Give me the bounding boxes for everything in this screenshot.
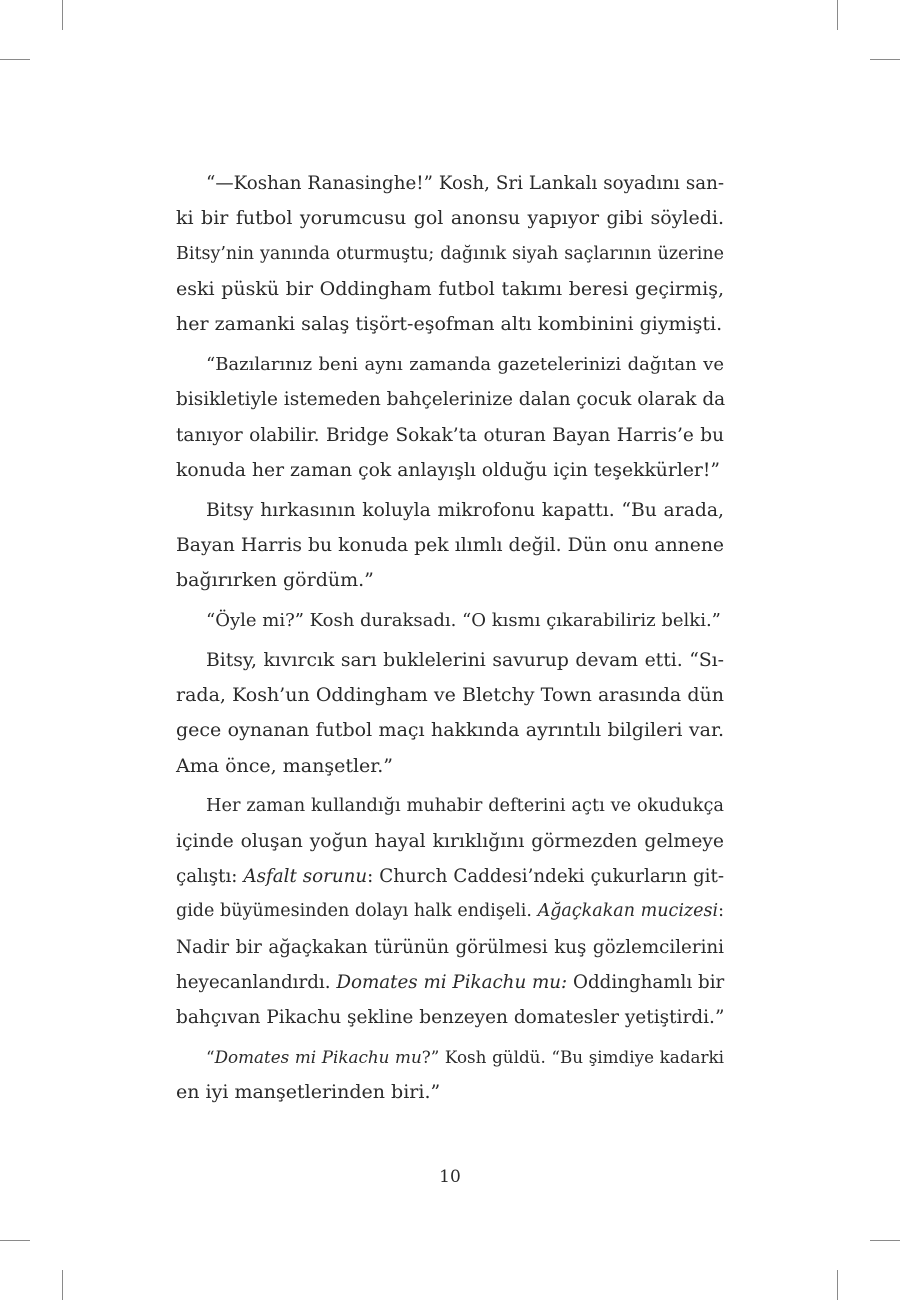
text-run: eski püskü bir Oddingham futbol takımı beresi geçirmiş, <box>176 277 724 300</box>
paragraph <box>176 789 724 1036</box>
text-run: “Bazılarınız beni aynı zamanda gazetelerinizi dağıtan ve <box>206 353 724 375</box>
italic-headline: Asfalt sorunu <box>243 866 368 888</box>
crop-mark-top-left <box>62 0 63 30</box>
text-line <box>176 713 724 748</box>
paragraph <box>176 603 724 638</box>
text-run: ?” Kosh güldü. “Bu şimdiye kadarki <box>421 1047 724 1068</box>
text-run: içinde oluşan yoğun hayal kırıklığını görmezden gelmeye <box>176 830 724 852</box>
text-line <box>176 789 724 824</box>
text-line <box>176 307 724 342</box>
text-line <box>176 1075 724 1110</box>
paragraph <box>176 166 724 342</box>
text-run: en iyi manşetlerinden biri.” <box>176 1081 441 1104</box>
text-line <box>176 930 724 965</box>
text-line <box>176 894 724 929</box>
crop-mark-right-bottom <box>870 1240 900 1241</box>
text-line <box>176 201 724 236</box>
text-line <box>176 493 724 528</box>
text-run: Oddinghamlı bir <box>567 972 725 994</box>
text-run: : <box>718 901 724 922</box>
text-line <box>176 166 724 201</box>
paragraph <box>176 643 724 784</box>
text-line <box>176 965 724 1000</box>
text-line <box>176 678 724 713</box>
italic-headline: Domates mi Pikachu mu <box>214 1047 422 1068</box>
text-run: heyecanlandırdı. <box>176 972 337 994</box>
text-run: : Church Caddesi’ndeki çukurların git- <box>367 866 725 888</box>
text-run: Bitsy’nin yanında oturmuştu; dağınık siyah saçlarının üzerine <box>176 243 724 264</box>
text-run: Bayan Harris bu konuda pek ılımlı değil. Dün onu annene <box>176 534 724 556</box>
crop-mark-bottom-right <box>837 1270 838 1300</box>
crop-mark-left-bottom <box>0 1240 30 1241</box>
text-line <box>176 382 724 417</box>
text-line <box>176 643 724 678</box>
text-run: Bitsy, kıvırcık sarı buklelerini savurup devam etti. “Sı- <box>206 649 724 671</box>
crop-mark-left-top <box>0 59 30 60</box>
text-run: her zamanki salaş tişört-eşofman altı kombinini giymişti. <box>176 313 723 336</box>
text-run: çalıştı: <box>176 866 244 888</box>
paragraph <box>176 493 724 599</box>
text-run: bağırırken gördüm.” <box>176 569 374 592</box>
body-text <box>176 166 724 1115</box>
crop-mark-bottom-left <box>62 1270 63 1300</box>
text-line <box>176 563 724 598</box>
text-line <box>176 237 724 272</box>
text-line <box>176 453 724 488</box>
text-line <box>176 1040 724 1075</box>
crop-mark-top-right <box>837 0 838 30</box>
text-run: rada, Kosh’un Oddingham ve Bletchy Town arasında dün <box>176 684 724 707</box>
paragraph <box>176 347 724 488</box>
paragraph <box>176 1040 724 1111</box>
text-run: Her zaman kullandığı muhabir defterini açtı ve okudukça <box>206 795 724 816</box>
italic-headline: Ağaçkakan mucizesi <box>537 901 719 922</box>
text-run: Ama önce, manşetler.” <box>176 754 394 777</box>
text-run: “—Koshan Ranasinghe!” Kosh, Sri Lankalı soyadını san- <box>206 173 724 194</box>
text-run: tanıyor olabilir. Bridge Sokak’ta oturan Bayan Harris’e bu <box>176 424 724 446</box>
text-line <box>176 749 724 784</box>
text-run: bahçıvan Pikachu şekline benzeyen domatesler yetiştirdi.” <box>176 1007 725 1029</box>
text-line <box>176 859 724 894</box>
text-line <box>176 528 724 563</box>
crop-mark-right-top <box>870 59 900 60</box>
text-line <box>176 418 724 453</box>
text-line <box>176 824 724 859</box>
text-run: Bitsy hırkasının koluyla mikrofonu kapattı. “Bu arada, <box>206 499 724 521</box>
text-run: “Öyle mi?” Kosh duraksadı. “O kısmı çıkarabiliriz belki.” <box>206 610 721 632</box>
text-run: bisikletiyle istemeden bahçelerinize dalan çocuk olarak da <box>176 389 726 411</box>
text-line <box>176 603 724 638</box>
text-run: gece oynanan futbol maçı hakkında ayrıntılı bilgileri var. <box>176 719 724 742</box>
text-run: “ <box>206 1047 215 1068</box>
text-line <box>176 272 724 307</box>
text-run: gide büyümesinden dolayı halk endişeli. <box>176 901 538 922</box>
text-line <box>176 1000 724 1035</box>
text-run: Nadir bir ağaçkakan türünün görülmesi kuş gözlemcilerini <box>176 936 724 958</box>
page-number: 10 <box>439 1167 461 1187</box>
italic-headline: Domates mi Pikachu mu: <box>336 972 568 994</box>
text-line <box>176 347 724 382</box>
text-run: konuda her zaman çok anlayışlı olduğu için teşekkürler!” <box>176 459 721 481</box>
text-run: ki bir futbol yorumcusu gol anonsu yapıyor gibi söyledi. <box>176 207 724 230</box>
